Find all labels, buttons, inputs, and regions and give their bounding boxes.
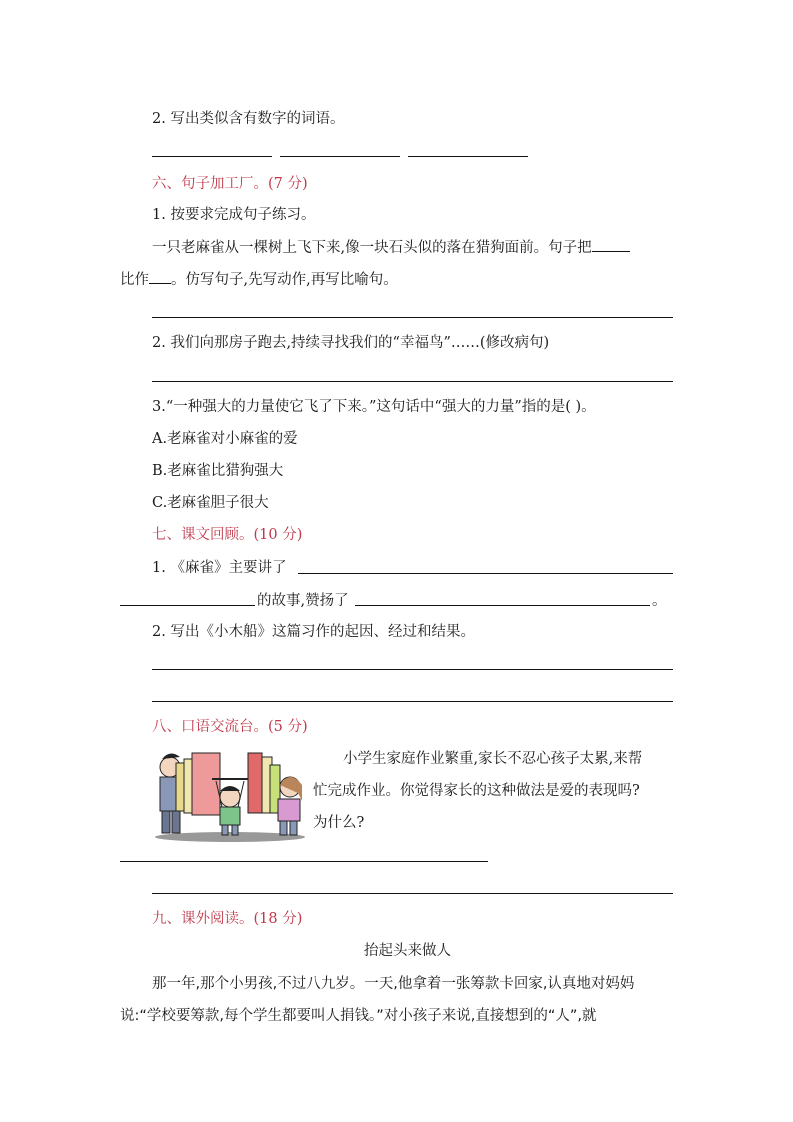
s7-q1-b: 的故事,赞扬了 (257, 593, 349, 609)
answer-blank-3[interactable] (408, 156, 528, 157)
parents-homework-illustration (150, 745, 310, 843)
reading-para-line2: 说:“学校要筹款,每个学生都要叫人捐钱。”对小孩子来说,直接想到的“人”,就 (120, 1008, 597, 1024)
section-7-heading: 七、课文回顾。(10 分) (152, 527, 303, 543)
blank-praised[interactable] (355, 605, 650, 606)
answer-line-s8-1[interactable] (120, 861, 488, 862)
blank-subject[interactable] (592, 237, 630, 252)
s6-q3: 3.“一种强大的力量使它飞了下来。”这句话中“强大的力量”指的是( )。 (152, 399, 596, 415)
answer-line-q2[interactable] (152, 381, 673, 382)
q5-2-prompt: 2. 写出类似含有数字的词语。 (152, 111, 345, 127)
answer-line-q1[interactable] (152, 317, 673, 318)
s7-q1-a: 1. 《麻雀》主要讲了 (152, 560, 287, 576)
s6-q1-line2-b: 。仿写句子,先写动作,再写比喻句。 (171, 272, 398, 288)
answer-line-s7-2[interactable] (152, 701, 673, 702)
answer-line-s8-2[interactable] (152, 893, 673, 894)
s6-q2: 2. 我们向那房子跑去,持续寻找我们的“幸福鸟”……(修改病句) (152, 335, 550, 351)
section-9-heading: 九、课外阅读。(18 分) (152, 911, 303, 927)
s6-q1-line2-a: 比作 (120, 272, 149, 288)
section-6-heading: 六、句子加工厂。(7 分) (152, 176, 308, 192)
s8-text-line1: 小学生家庭作业繁重,家长不忍心孩子太累,来帮 (343, 751, 643, 767)
answer-blank-2[interactable] (280, 156, 400, 157)
option-c: C.老麻雀胆子很大 (152, 495, 269, 511)
reading-title: 抬起头来做人 (364, 943, 451, 959)
s8-text-line3: 为什么? (313, 815, 365, 831)
section-8-heading: 八、口语交流台。(5 分) (152, 719, 308, 735)
answer-blank-1[interactable] (152, 156, 272, 157)
reading-para-line1: 那一年,那个小男孩,不过八九岁。一天,他拿着一张筹款卡回家,认真地对妈妈 (152, 976, 635, 992)
blank-story-summary-cont[interactable] (120, 605, 255, 606)
blank-story-summary[interactable] (298, 573, 673, 574)
option-b: B.老麻雀比猎狗强大 (152, 463, 284, 479)
s6-q1-line1-text: 一只老麻雀从一棵树上飞下来,像一块石头似的落在猎狗面前。句子把 (152, 240, 592, 256)
answer-line-s7-1[interactable] (152, 669, 673, 670)
s7-q2: 2. 写出《小木船》这篇习作的起因、经过和结果。 (152, 624, 475, 640)
s7-q1-c: 。 (652, 593, 667, 609)
option-a: A.老麻雀对小麻雀的爱 (152, 431, 298, 447)
s8-text-line2: 忙完成作业。你觉得家长的这种做法是爱的表现吗? (313, 783, 640, 799)
s6-q1-title: 1. 按要求完成句子练习。 (152, 207, 316, 223)
s6-q1-line2 (120, 268, 398, 289)
blank-object[interactable] (149, 269, 171, 284)
s6-q1-line1 (152, 236, 630, 257)
